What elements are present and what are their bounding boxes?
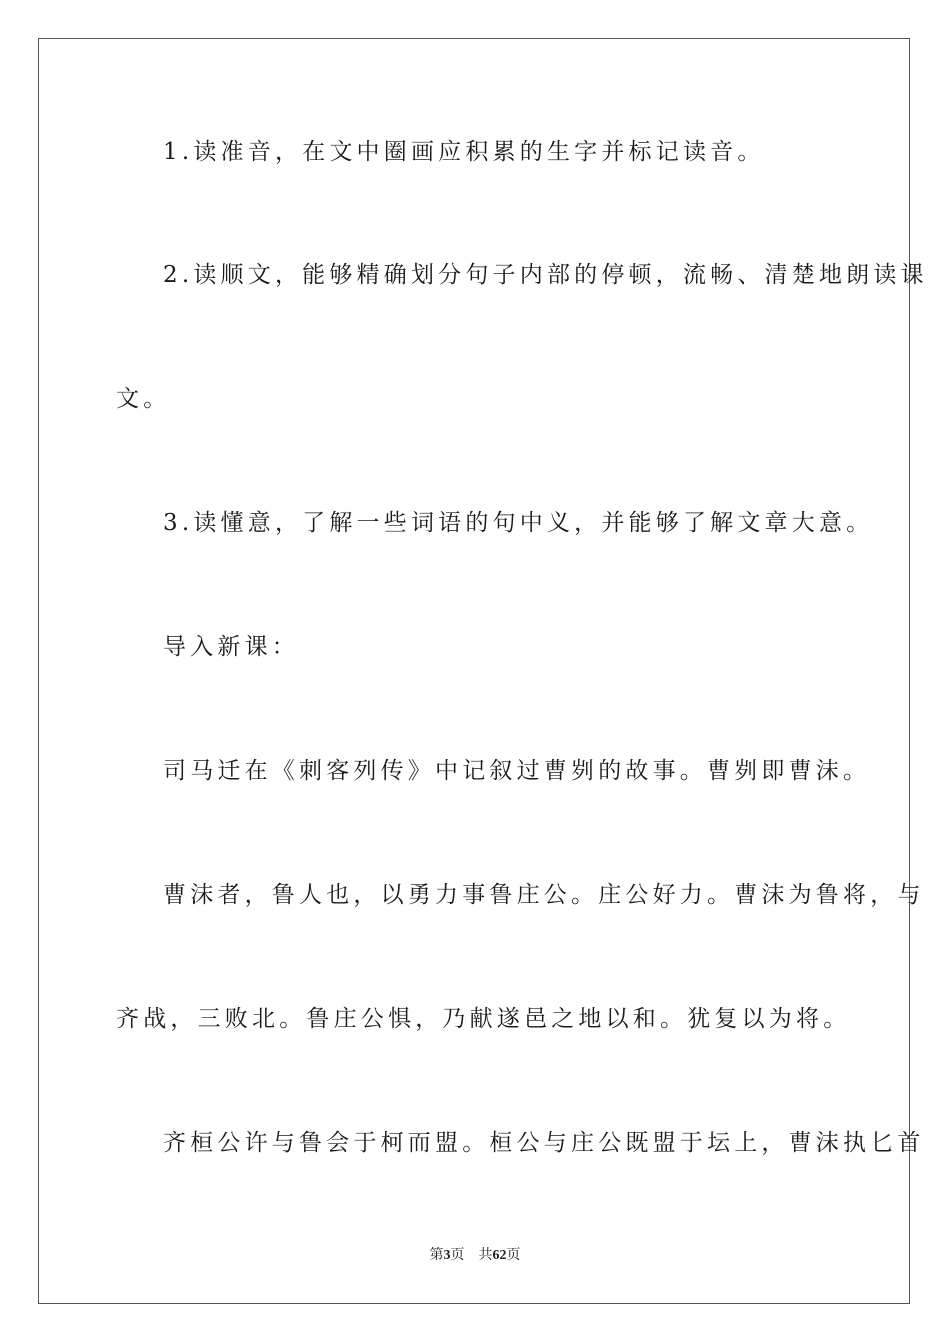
page-prefix: 第 <box>429 1248 444 1263</box>
paragraph-line: 齐桓公许与鲁会于柯而盟。桓公与庄公既盟于坛上，曹沫执匕首 <box>163 1130 925 1156</box>
page-frame <box>38 38 910 1304</box>
page-footer <box>0 1244 950 1264</box>
section-heading-intro: 导入新课： <box>163 634 299 660</box>
objective-2-line: 2.读顺文，能够精确划分句子内部的停顿，流畅、清楚地朗读课 <box>163 262 928 288</box>
page-total-number: 62 <box>492 1248 507 1263</box>
paragraph-line: 齐战，三败北。鲁庄公惧，乃献遂邑之地以和。犹复以为将。 <box>116 1006 851 1032</box>
total-prefix: 共 <box>478 1248 493 1263</box>
objective-2-continuation: 文。 <box>116 386 171 412</box>
page-current-number: 3 <box>443 1248 451 1263</box>
paragraph-line: 曹沫者，鲁人也，以勇力事鲁庄公。庄公好力。曹沫为鲁将，与 <box>163 882 925 908</box>
paragraph-line: 司马迁在《刺客列传》中记叙过曹刿的故事。曹刿即曹沫。 <box>163 758 871 784</box>
total-suffix: 页 <box>506 1248 521 1263</box>
objective-1-line: 1.读准音，在文中圈画应积累的生字并标记读音。 <box>163 139 765 165</box>
page-suffix: 页 <box>450 1248 465 1263</box>
objective-3-line: 3.读懂意，了解一些词语的句中义，并能够了解文章大意。 <box>163 510 874 536</box>
